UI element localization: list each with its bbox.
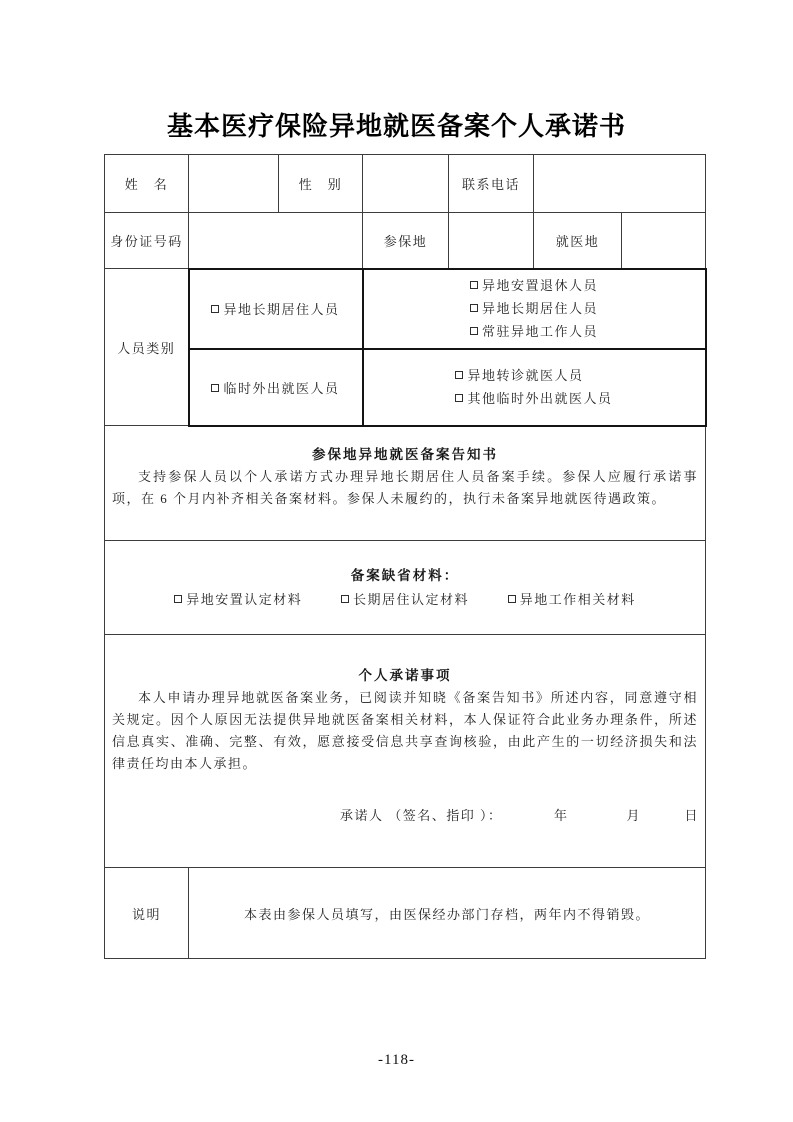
commitment-title: 个人承诺事项 <box>358 668 452 683</box>
subtype-other-temporary-label: 其他临时外出就医人员 <box>467 391 613 406</box>
id-number-value-cell[interactable] <box>189 213 363 269</box>
category-label: 人员类别 <box>105 269 189 426</box>
note-label: 说明 <box>105 868 189 959</box>
category-subtypes-temporary <box>363 349 706 426</box>
gender-label: 性 别 <box>279 155 363 213</box>
note-body: 本表由参保人员填写，由医保经办部门存档，两年内不得销毁。 <box>189 868 706 959</box>
signature-line[interactable]: 承诺人 （签名、指印 ）： 年 月 日 <box>340 808 700 823</box>
checkbox-icon-retired-settled[interactable] <box>470 281 478 289</box>
category-option-long-term-label: 异地长期居住人员 <box>223 302 340 317</box>
id-number-label: 身份证号码 <box>105 213 189 269</box>
insured-place-value-cell[interactable] <box>449 213 534 269</box>
commitment-body: 本人申请办理异地就医备案业务，已阅读并知晓《备案告知书》所述内容，同意遵守相关规定。因个人原因无法提供异地就医备案相关材料，本人保证符合此业务办理条件，所述信息真实、准确、完整、有效，愿意接受信息共享查询核验，由此产生的一切经济损失和法律责任均由本人承担。 <box>112 690 698 771</box>
row-note <box>105 868 706 959</box>
treatment-place-label: 就医地 <box>534 213 622 269</box>
category-option-temporary <box>189 349 363 426</box>
checkbox-icon-settlement-material[interactable] <box>174 595 182 603</box>
form-table <box>104 154 707 959</box>
checkbox-icon-long-term[interactable] <box>211 305 219 313</box>
checkbox-icon-other-temporary[interactable] <box>455 394 463 402</box>
treatment-place-value-cell[interactable] <box>622 213 706 269</box>
notice-body: 支持参保人员以个人承诺方式办理异地长期居住人员备案手续。参保人应履行承诺事项，在 6 个月内补齐相关备案材料。参保人未履约的，执行未备案异地就医待遇政策。 <box>112 468 698 506</box>
checkbox-icon-temporary[interactable] <box>211 384 219 392</box>
subtype-retired-settled-label: 异地安置退休人员 <box>481 278 598 293</box>
notice-title: 参保地异地就医备案告知书 <box>312 446 498 462</box>
subtype-long-term-resident-label: 异地长期居住人员 <box>481 301 598 316</box>
materials-cell <box>105 541 706 635</box>
document-title: 基本医疗保险异地就医备案个人承诺书 <box>166 112 626 141</box>
checkbox-icon-referral[interactable] <box>455 371 463 379</box>
material-work-label: 异地工作相关材料 <box>519 592 636 607</box>
row-category-1 <box>105 269 706 349</box>
checkbox-icon-stationed-worker[interactable] <box>470 327 478 335</box>
materials-title: 备案缺省材料： <box>350 568 460 583</box>
phone-value-cell[interactable] <box>534 155 706 213</box>
row-category-2 <box>105 349 706 426</box>
checkbox-icon-work-material[interactable] <box>508 595 516 603</box>
name-label: 姓 名 <box>105 155 189 213</box>
checkbox-icon-long-term-resident[interactable] <box>470 304 478 312</box>
name-value-cell[interactable] <box>189 155 279 213</box>
page-number: -118- <box>378 1052 415 1068</box>
insured-place-label: 参保地 <box>363 213 449 269</box>
row-materials <box>105 541 706 635</box>
material-settlement-label: 异地安置认定材料 <box>186 592 303 607</box>
checkbox-icon-residence-material[interactable] <box>341 595 349 603</box>
category-option-long-term <box>189 269 363 349</box>
gender-value-cell[interactable] <box>363 155 449 213</box>
category-subtypes-long-term <box>363 269 706 349</box>
row-notice <box>105 426 706 541</box>
row-identity-1 <box>105 155 706 213</box>
commitment-cell <box>105 635 706 868</box>
row-commitment <box>105 635 706 868</box>
notice-cell <box>105 426 706 541</box>
subtype-referral-label: 异地转诊就医人员 <box>467 368 584 383</box>
materials-options <box>110 589 700 611</box>
category-option-temporary-label: 临时外出就医人员 <box>223 380 340 396</box>
subtype-stationed-worker-label: 常驻异地工作人员 <box>481 324 598 339</box>
row-identity-2 <box>105 213 706 269</box>
phone-label: 联系电话 <box>449 155 534 213</box>
material-residence-label: 长期居住认定材料 <box>352 592 469 607</box>
